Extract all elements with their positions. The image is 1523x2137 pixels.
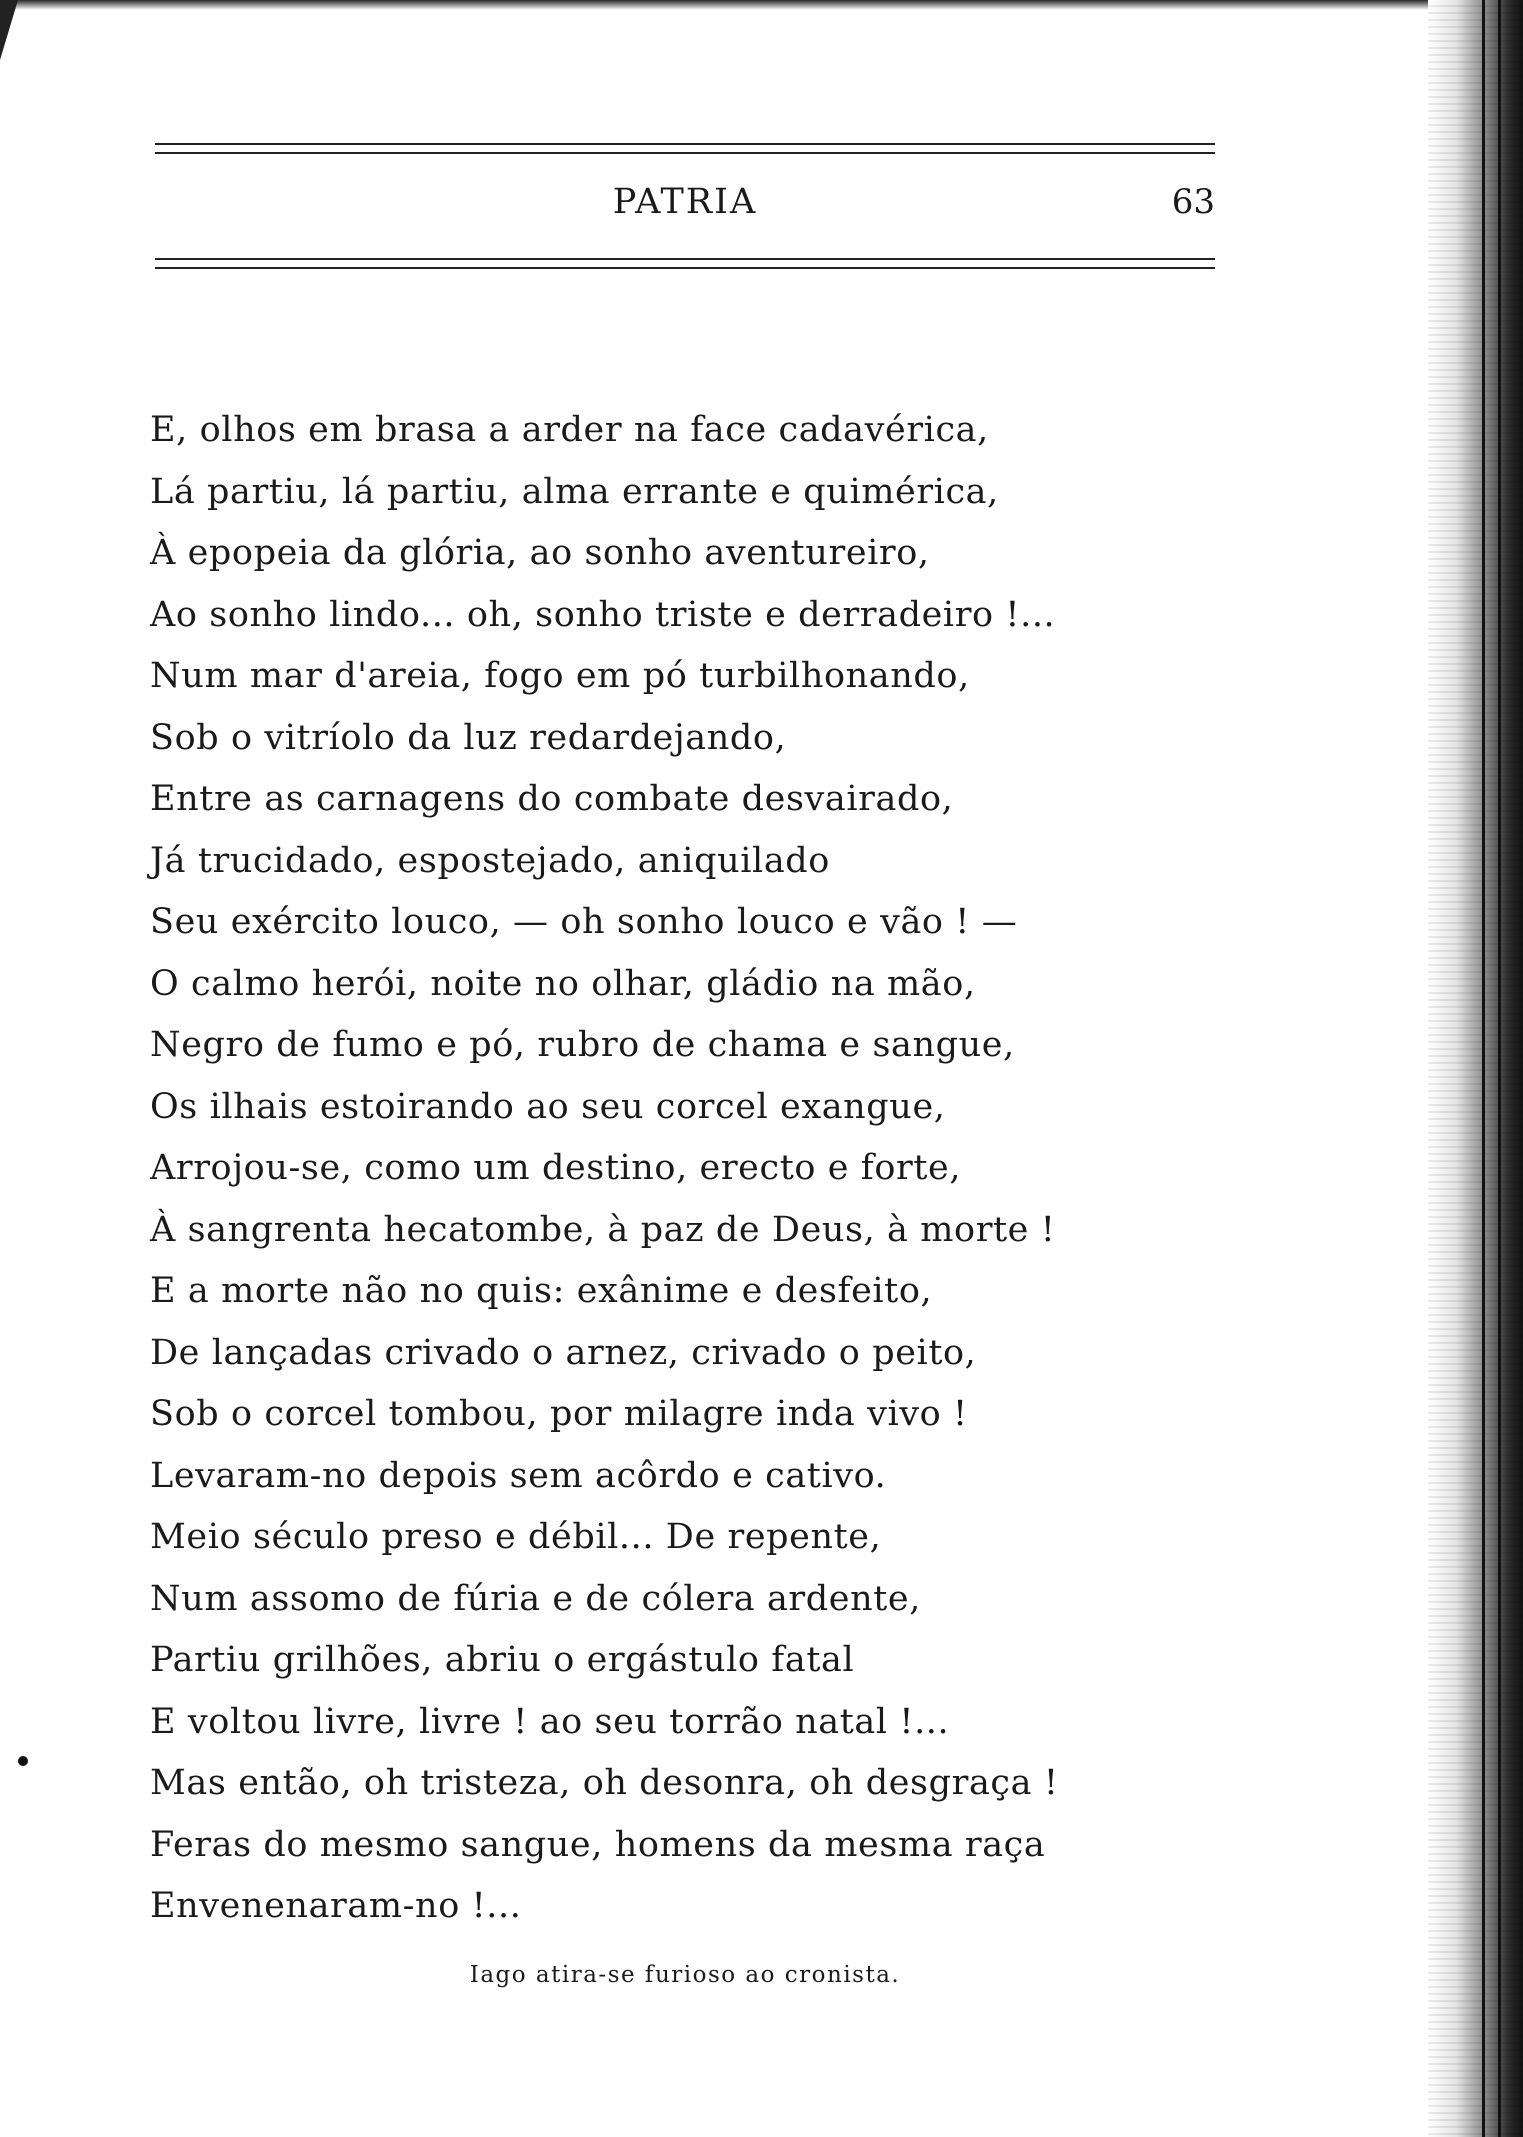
header-rule-top-1: [155, 143, 1215, 145]
poem-line: Feras do mesmo sangue, homens da mesma raça: [150, 1824, 1046, 1865]
poem-line: O calmo herói, noite no olhar, gládio na mão,: [150, 963, 976, 1004]
stage-direction: Iago atira-se furioso ao cronista.: [469, 1962, 901, 1988]
poem-line: E voltou livre, livre ! ao seu torrão natal !...: [150, 1701, 950, 1742]
book-spine-shadow: [1428, 0, 1523, 2137]
page-number: 63: [1171, 182, 1215, 222]
poem-line: Entre as carnagens do combate desvairado,: [150, 779, 954, 819]
poem-line: Os ilhais estoirando ao seu corcel exangue,: [150, 1086, 946, 1127]
poem-line: Envenenaram-no !...: [150, 1886, 522, 1926]
poem-line: E a morte não no quis: exânime e desfeito,: [150, 1271, 933, 1311]
poem-line: Num mar d'areia, fogo em pó turbilhonando,: [150, 656, 970, 696]
running-head: [155, 178, 1215, 228]
header-rule-bottom-2: [155, 267, 1215, 269]
poem-line: Num assomo de fúria e de cólera ardente,: [150, 1578, 921, 1619]
poem-line: Negro de fumo e pó, rubro de chama e sangue,: [150, 1025, 1015, 1065]
ink-speck: [18, 1756, 28, 1766]
poem-line: Lá partiu, lá partiu, alma errante e quimérica,: [150, 471, 999, 512]
poem-line: Sob o vitríolo da luz redardejando,: [150, 717, 787, 758]
poem-line: Sob o corcel tombou, por milagre inda vivo !: [150, 1394, 968, 1434]
scan-edge-top: [0, 0, 1523, 10]
poem-line: Já trucidado, espostejado, aniquilado: [150, 840, 830, 881]
poem-line: À epopeia da glória, ao sonho aventureiro,: [150, 533, 930, 573]
spine-line: [1482, 0, 1485, 2137]
poem-line: Ao sonho lindo... oh, sonho triste e derradeiro !...: [150, 594, 1056, 635]
scan-corner-shadow: [0, 0, 18, 60]
spine-line: [1498, 0, 1501, 2137]
poem-line: Levaram-no depois sem acôrdo e cativo.: [150, 1455, 887, 1496]
poem-line: Arrojou-se, como um destino, erecto e forte,: [150, 1148, 962, 1188]
poem-line: Seu exército louco, — oh sonho louco e vão ! —: [150, 902, 1018, 942]
poem-line: Mas então, oh tristeza, oh desonra, oh desgraça !: [150, 1763, 1059, 1803]
header-rule-bottom-1: [155, 258, 1215, 260]
poem-line: De lançadas crivado o arnez, crivado o peito,: [150, 1332, 977, 1373]
page-title: PATRIA: [612, 182, 758, 222]
poem-body: [150, 400, 1150, 1938]
poem-line: Meio século preso e débil... De repente,: [150, 1517, 882, 1557]
poem-line: E, olhos em brasa a arder na face cadavérica,: [150, 410, 989, 450]
poem-line: À sangrenta hecatombe, à paz de Deus, à morte !: [150, 1209, 1056, 1250]
poem-line: Partiu grilhões, abriu o ergástulo fatal: [150, 1640, 855, 1680]
header-rule-top-2: [155, 152, 1215, 154]
